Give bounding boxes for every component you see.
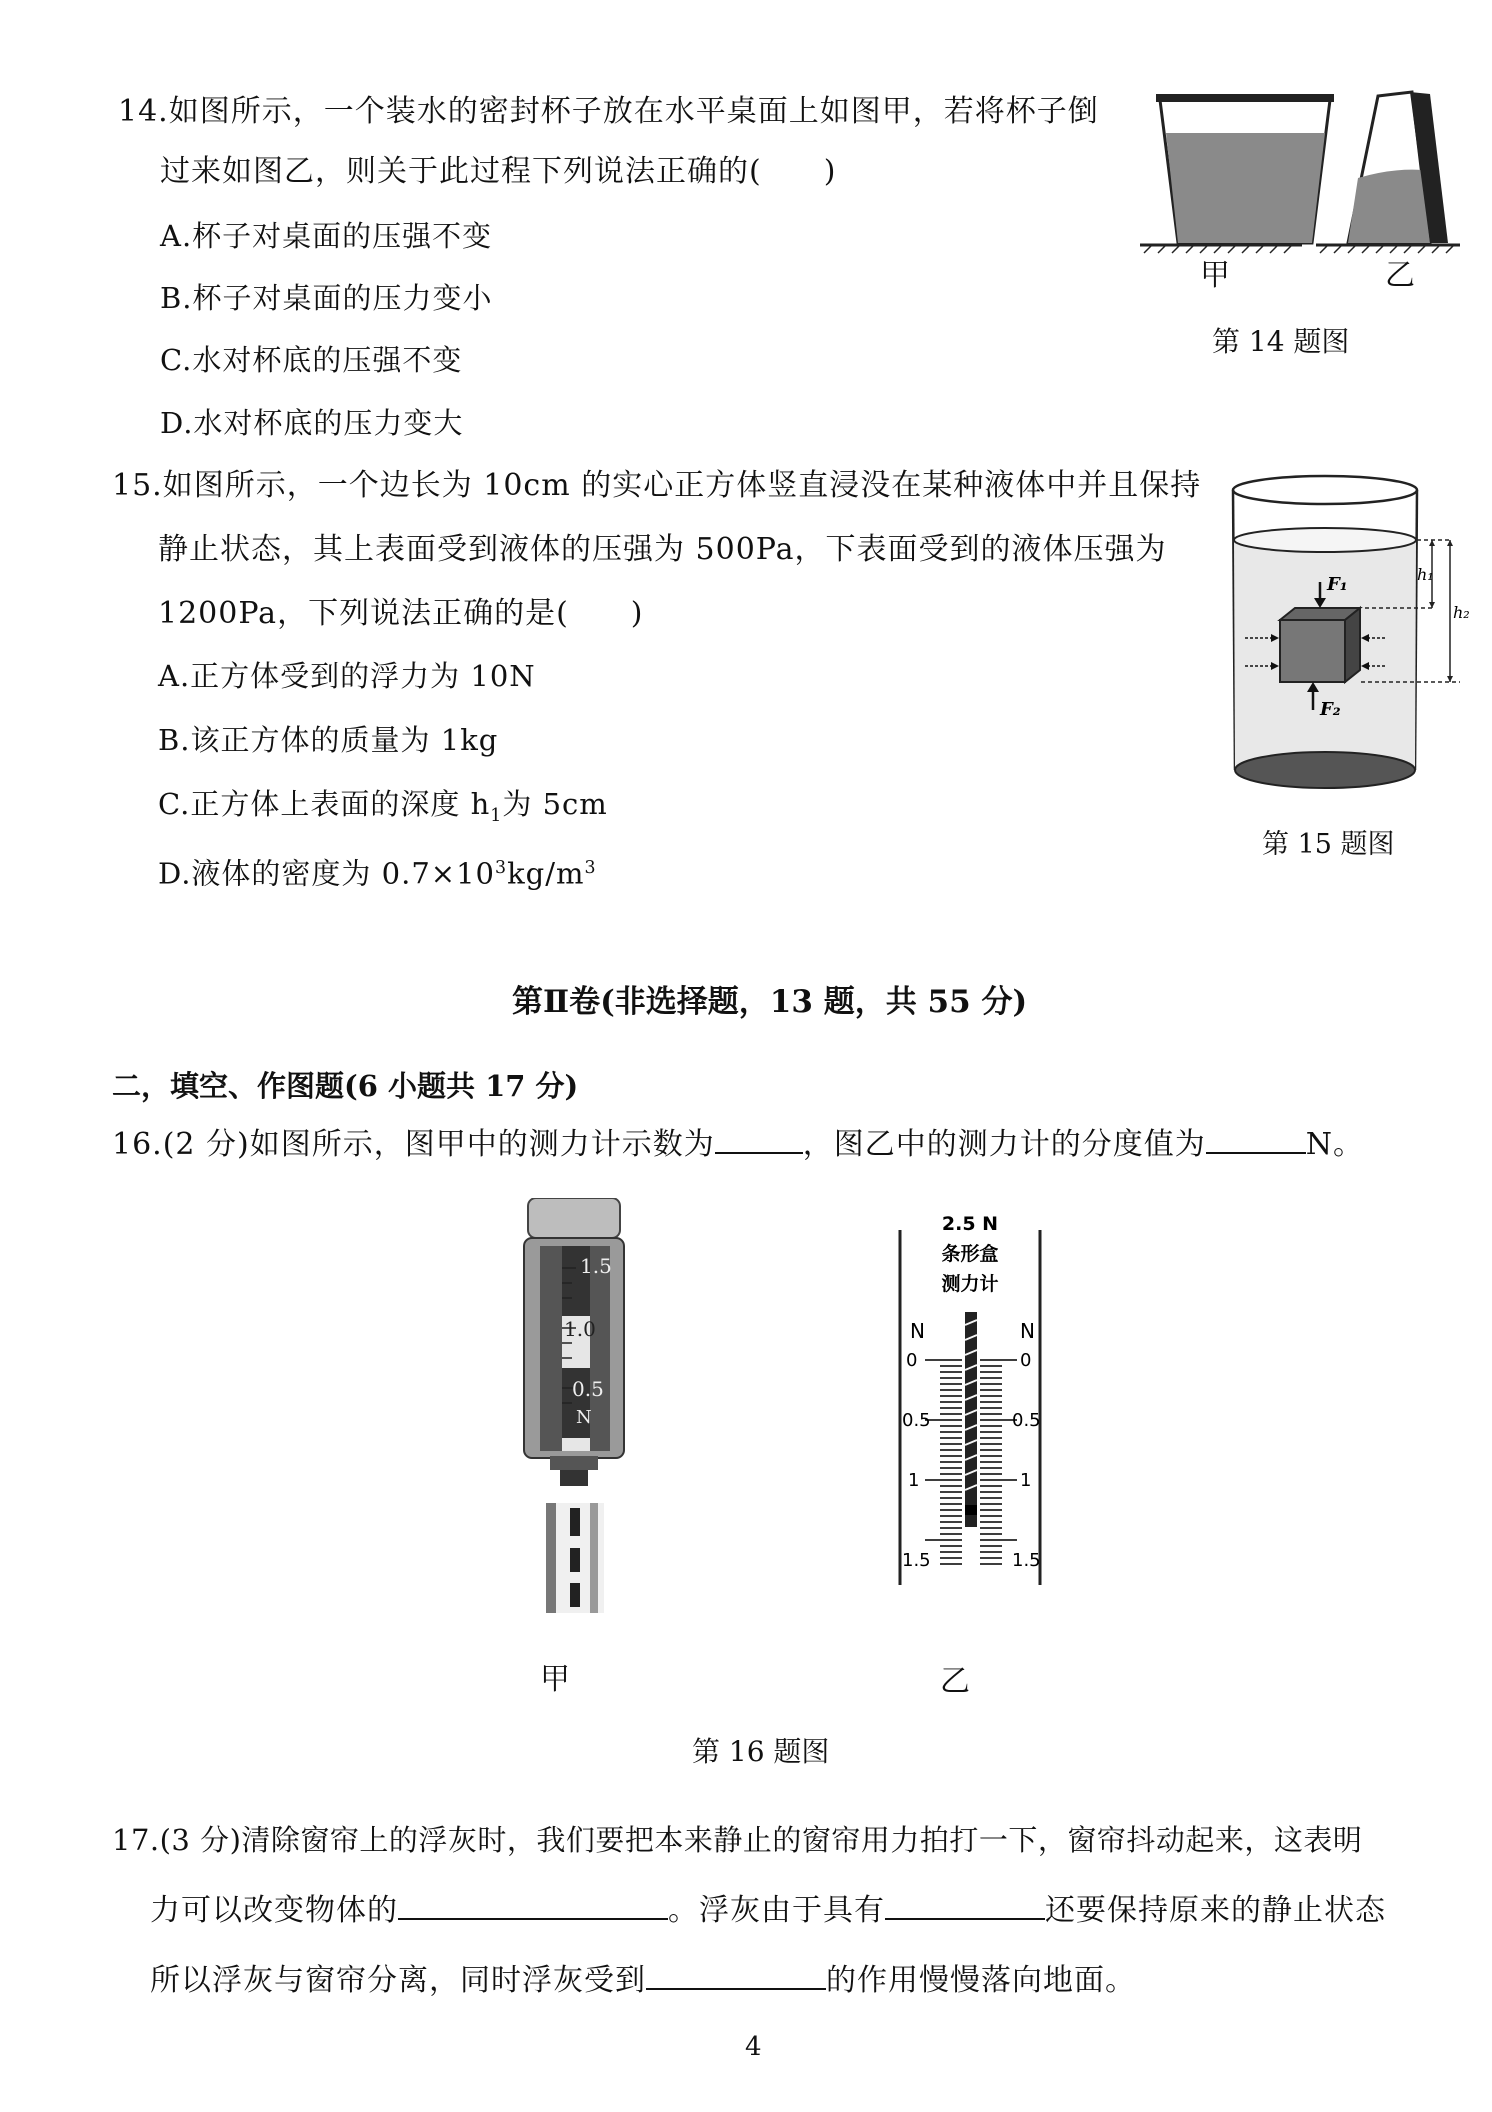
q15-figure-caption: 第 15 题图 <box>1262 829 1395 860</box>
q15-option-c: C.正方体上表面的深度 $h_1$为 5cm <box>158 787 608 826</box>
q16-blank-1[interactable] <box>715 1124 803 1154</box>
q16-yi-tick-right-1: 1 <box>1020 1470 1032 1491</box>
q16-yi-force-meter <box>880 1200 1060 1600</box>
q17-blank-1[interactable] <box>398 1890 668 1920</box>
q16-yi-header-type: 条形盒 <box>941 1243 999 1265</box>
cup-upright <box>1156 94 1334 243</box>
q16-yi-tick-right-0-5: 0.5 <box>1012 1410 1041 1431</box>
q17-blank-2[interactable] <box>885 1890 1045 1920</box>
q16-fig-label-yi: 乙 <box>940 1664 970 1699</box>
q15-stem-line3: 1200Pa，下列说法正确的是( ) <box>158 596 644 631</box>
q15-beaker-figure <box>1225 470 1470 800</box>
q16-yi-header-range: 2.5 N <box>941 1213 999 1235</box>
q15-stem-line1: 15.如图所示，一个边长为 10cm 的实心正方体竖直浸没在某种液体中并且保持 <box>112 468 1202 503</box>
q17-stem-line3: 所以浮灰与窗帘分离，同时浮灰受到 的作用慢慢落向地面。 <box>150 1960 1136 2001</box>
q17-blank-3[interactable] <box>646 1960 826 1990</box>
part2-title: 第Ⅱ卷(非选择题，13 题，共 55 分) <box>512 984 1028 1020</box>
q16-fig-label-jia: 甲 <box>540 1662 570 1697</box>
q14-fig-label-jia: 甲 <box>1200 258 1230 293</box>
q16-yi-tick-left-1: 1 <box>908 1470 920 1491</box>
q15-label-f1: F₁ <box>1327 574 1348 595</box>
page-number: 4 <box>745 2032 762 2062</box>
cup-inverted <box>1348 92 1448 243</box>
q14-option-c: C.水对杯底的压强不变 <box>160 343 463 377</box>
q14-cup-figure <box>1130 88 1470 298</box>
q16-yi-tick-right-1-5: 1.5 <box>1012 1550 1041 1571</box>
q16-jia-scale-0-5: 0.5 <box>572 1377 604 1401</box>
q16-jia-spring-scale <box>520 1198 630 1618</box>
q16-yi-unit-right: N <box>1020 1319 1035 1343</box>
q14-option-d: D.水对杯底的压力变大 <box>160 406 464 440</box>
q17-stem-line1: 17.(3 分)清除窗帘上的浮灰时，我们要把本来静止的窗帘用力拍打一下，窗帘抖动起来，这表明 <box>112 1823 1363 1857</box>
q15-stem-line2: 静止状态，其上表面受到液体的压强为 500Pa，下表面受到的液体压强为 <box>158 532 1167 567</box>
q16-jia-scale-1-0: 1.0 <box>564 1317 596 1341</box>
q15-option-a: A.正方体受到的浮力为 10N <box>158 659 536 693</box>
q16-yi-tick-left-0-5: 0.5 <box>902 1410 931 1431</box>
q15-label-h1: h₁ <box>1417 565 1434 584</box>
cube <box>1280 608 1360 682</box>
q16-figure-caption: 第 16 题图 <box>692 1735 830 1768</box>
q15-label-f2: F₂ <box>1320 699 1341 720</box>
q15-label-h2: h₂ <box>1453 603 1470 622</box>
q16-yi-tick-left-1-5: 1.5 <box>902 1550 931 1571</box>
q16-yi-unit-left: N <box>910 1319 925 1343</box>
q16-jia-scale-1-5: 1.5 <box>580 1254 612 1278</box>
q16-jia-unit: N <box>576 1407 592 1428</box>
q14-option-b: B.杯子对桌面的压力变小 <box>160 281 493 315</box>
q15-option-b: B.该正方体的质量为 1kg <box>158 723 499 757</box>
q16-stem: 16.(2 分)如图所示，图甲中的测力计示数为 ，图乙中的测力计的分度值为 N。 <box>112 1124 1364 1165</box>
q14-stem-line1: 14.如图所示，一个装水的密封杯子放在水平桌面上如图甲，若将杯子倒 <box>118 94 1099 129</box>
q16-yi-header-name: 测力计 <box>941 1273 999 1295</box>
q15-option-d: D.液体的密度为 $0.7\times 10^3kg/m^3$ <box>158 856 597 891</box>
q14-fig-label-yi: 乙 <box>1385 258 1415 293</box>
q16-blank-2[interactable] <box>1206 1124 1306 1154</box>
section2-title: 二，填空、作图题(6 小题共 17 分) <box>112 1069 579 1103</box>
q14-stem-line2: 过来如图乙，则关于此过程下列说法正确的( ) <box>160 154 837 189</box>
q14-figure-caption: 第 14 题图 <box>1212 325 1350 358</box>
q16-yi-tick-left-0: 0 <box>906 1350 918 1371</box>
q16-yi-tick-right-0: 0 <box>1020 1350 1032 1371</box>
q14-option-a: A.杯子对桌面的压强不变 <box>160 219 493 253</box>
q17-stem-line2: 力可以改变物体的 。浮灰由于具有 还要保持原来的静止状态 <box>150 1890 1386 1931</box>
